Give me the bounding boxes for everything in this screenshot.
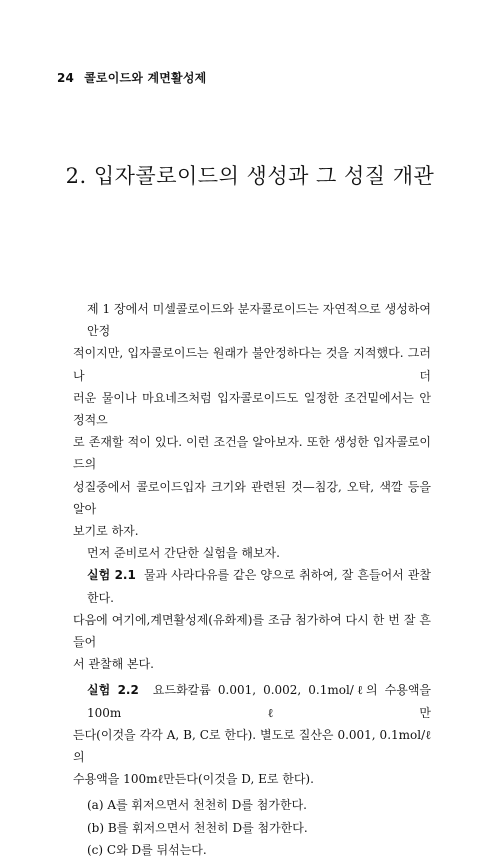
text-line: 러운 물이나 마요네즈처럼 입자콜로이드도 일정한 조건밑에서는 안정적으 <box>73 390 431 428</box>
experiment-2-1 <box>73 564 431 675</box>
step-c: (c) C와 D를 뒤섞는다. <box>87 842 207 857</box>
text-line: 적이지만, 입자콜로이드는 원래가 불안정하다는 것을 지적했다. 그러나 더 <box>73 346 431 383</box>
text-line: 다음에 여기에,계면활성제(유화제)를 조금 첨가하여 다시 한 번 잘 흔들어 <box>73 612 431 650</box>
experiment-label: 실험 2.2 <box>87 683 139 698</box>
text-line: 로 존재할 적이 있다. 이런 조건을 알아보자. 또한 생성한 입자콜로이드의 <box>73 435 431 472</box>
text-line: 서 관찰해 본다. <box>73 657 154 672</box>
text-line: 든다(이것을 각각 A, B, C로 한다). 별도로 질산은 0.001, 0.1mol/ℓ의 <box>73 727 431 765</box>
procedure-steps <box>73 794 431 861</box>
text-line: 제 1 장에서 미셀콜로이드와 분자콜로이드는 자연적으로 생성하여 안정 <box>87 302 431 339</box>
text-line: 수용액을 100mℓ만든다(이것을 D, E로 한다). <box>73 772 314 787</box>
text-line: 보기로 하자. <box>73 524 139 539</box>
experiment-text: 요드화칼륨 0.001, 0.002, 0.1mol/ℓ의 수용액을 100mℓ만 <box>87 683 431 720</box>
running-header <box>57 69 206 86</box>
paragraph-intro <box>73 298 431 542</box>
body-text <box>73 298 431 861</box>
step-b: (b) B를 휘저으면서 천천히 D를 첨가한다. <box>87 820 308 835</box>
step-a: (a) A를 휘저으면서 천천히 D를 첨가한다. <box>87 798 307 813</box>
running-title: 콜로이드와 계면활성제 <box>84 71 207 85</box>
text-line <box>73 679 431 723</box>
text-line <box>73 564 431 608</box>
experiment-text: 물과 사라다유를 같은 양으로 취하여, 잘 흔들어서 관찰한다. <box>87 568 431 605</box>
experiment-label: 실험 2.1 <box>87 568 136 583</box>
text-line: 성질중에서 콜로이드입자 크기와 관련된 것—침강, 오탁, 색깔 등을 알아 <box>73 479 431 516</box>
chapter-title: 2. 입자콜로이드의 생성과 그 성질 개관 <box>65 164 435 188</box>
paragraph-preparation: 먼저 준비로서 간단한 실험을 해보자. <box>87 546 280 561</box>
page-number: 24 <box>57 71 75 85</box>
experiment-2-2 <box>73 679 431 790</box>
